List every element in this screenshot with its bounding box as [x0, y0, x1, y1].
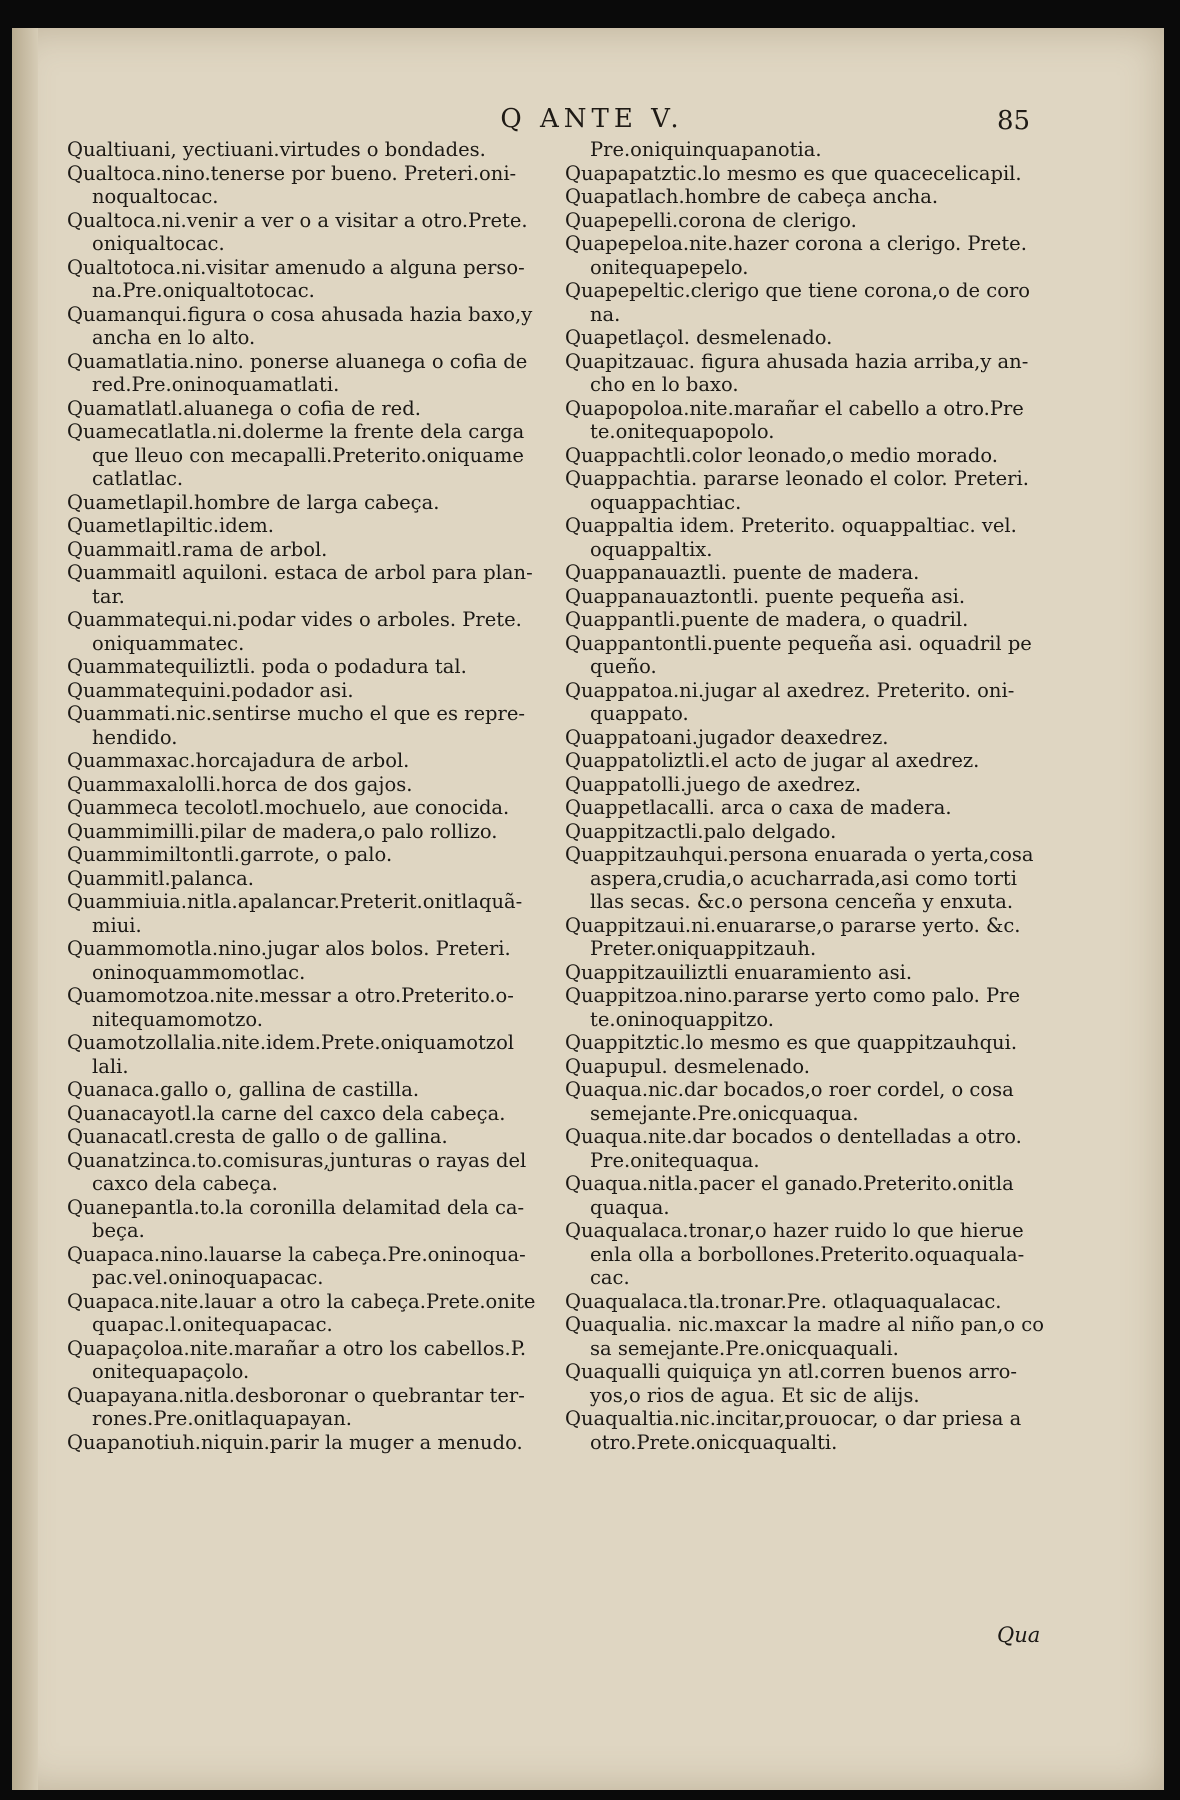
- dictionary-line: Quappatoa.ni.jugar al axedrez. Preterito. oni-: [565, 678, 1015, 702]
- dictionary-line: pac.vel.oninoquapacac.: [92, 1266, 324, 1289]
- dictionary-line: Quammeca tecolotl.mochuelo, aue conocida.: [67, 796, 510, 819]
- dictionary-line: Quaqua.nic.dar bocados,o roer cordel, o cosa: [565, 1078, 1014, 1101]
- dictionary-line: Quaqualaca.tla.tronar.Pre. otlaquaqualacac.: [565, 1289, 1002, 1313]
- dictionary-line: semejante.Pre.onicquaqua.: [590, 1101, 859, 1125]
- left-column: [67, 138, 577, 1454]
- dictionary-line: caxco dela cabeça.: [92, 1172, 278, 1195]
- dictionary-line: oniqualtocac.: [92, 232, 225, 255]
- dictionary-line: Quammaitl aquiloni. estaca de arbol para plan-: [67, 561, 533, 584]
- dictionary-line: oquappachtiac.: [590, 490, 742, 514]
- dictionary-line: Quamatlatia.nino. ponerse aluanega o cofia de: [67, 349, 528, 373]
- dictionary-line: Quappantli.puente de madera, o quadril.: [565, 608, 969, 631]
- dictionary-line: catlatlac.: [92, 467, 184, 490]
- dictionary-line: quappato.: [590, 702, 689, 725]
- dictionary-line: Quappanauaztli. puente de madera.: [565, 561, 920, 584]
- dictionary-line: Quapepeloa.nite.hazer corona a clerigo. Prete.: [565, 232, 1027, 255]
- dictionary-line: Quaqua.nitla.pacer el ganado.Preterito.onitla: [565, 1172, 1014, 1195]
- dictionary-line: Quapupul. desmelenado.: [565, 1054, 810, 1078]
- dictionary-line: beça.: [92, 1219, 145, 1242]
- dictionary-line: Quaqualli quiquiça yn atl.corren buenos arro-: [565, 1360, 1018, 1383]
- book-page: [12, 28, 1164, 1790]
- dictionary-line: cac.: [590, 1266, 630, 1289]
- dictionary-line: Quapatlach.hombre de cabeça ancha.: [565, 185, 939, 208]
- dictionary-line: Quapepeltic.clerigo que tiene corona,o de coro: [565, 279, 1031, 302]
- dictionary-line: Preter.oniquappitzauh.: [590, 937, 817, 960]
- dictionary-line: rones.Pre.onitlaquapayan.: [92, 1407, 352, 1430]
- dictionary-line: Quappatoani.jugador deaxedrez.: [565, 725, 889, 749]
- dictionary-line: Qualtiuani, yectiuani.virtudes o bondades.: [67, 138, 486, 161]
- dictionary-line: Quapitzauac. figura ahusada hazia arriba,y an-: [565, 349, 1029, 373]
- dictionary-line: lali.: [92, 1054, 129, 1078]
- dictionary-line: Quammaxac.horcajadura de arbol.: [67, 749, 410, 772]
- dictionary-line: Quanepantla.to.la coronilla delamitad dela ca-: [67, 1195, 525, 1219]
- dictionary-line: Quanacayotl.la carne del caxco dela cabeça.: [67, 1101, 506, 1125]
- dictionary-line: Quapaçoloa.nite.marañar a otro los cabellos.P.: [67, 1336, 527, 1360]
- dictionary-line: noqualtocac.: [92, 185, 219, 208]
- dictionary-line: Quappitzoa.nino.pararse yerto como palo. Pre: [565, 984, 1020, 1007]
- dictionary-line: Quapopoloa.nite.marañar el cabello a otro.Pre: [565, 396, 1024, 420]
- dictionary-line: Quammitl.palanca.: [67, 866, 254, 890]
- dictionary-line: Quapayana.nitla.desboronar o quebrantar ter-: [67, 1383, 525, 1407]
- dictionary-line: yos,o rios de agua. Et sic de alijs.: [590, 1383, 920, 1407]
- dictionary-line: Qualtotoca.ni.visitar amenudo a alguna perso-: [67, 255, 525, 279]
- dictionary-line: ancha en lo alto.: [92, 326, 256, 349]
- dictionary-line: Quamatlatl.aluanega o cofia de red.: [67, 396, 421, 420]
- dictionary-line: oniquammatec.: [92, 631, 245, 655]
- dictionary-line: queño.: [590, 655, 657, 678]
- dictionary-line: Pre.oniquinquapanotia.: [590, 138, 822, 161]
- dictionary-line: Quappachtia. pararse leonado el color. Preteri.: [565, 467, 1029, 490]
- dictionary-line: Quapetlaçol. desmelenado.: [565, 326, 833, 349]
- dictionary-line: onitequapepelo.: [590, 255, 749, 279]
- dictionary-line: llas secas. &c.o persona cenceña y enxuta.: [590, 890, 1014, 913]
- dictionary-line: Quappaltia idem. Preterito. oquappaltiac. vel.: [565, 514, 1017, 537]
- dictionary-line: Quammatequiliztli. poda o podadura tal.: [67, 655, 467, 678]
- dictionary-line: red.Pre.oninoquamatlati.: [92, 373, 340, 396]
- dictionary-line: Quanaca.gallo o, gallina de castilla.: [67, 1078, 420, 1101]
- dictionary-line: Quammati.nic.sentirse mucho el que es repre-: [67, 702, 525, 725]
- dictionary-line: Quappitzauhqui.persona enuarada o yerta,cosa: [565, 843, 1034, 866]
- running-head: Q ANTE V.: [500, 104, 684, 134]
- dictionary-line: Qualtoca.ni.venir a ver o a visitar a otro.Prete.: [67, 208, 528, 232]
- dictionary-line: otro.Prete.onicquaqualti.: [590, 1430, 838, 1454]
- dictionary-line: Quamomotzoa.nite.messar a otro.Preterito.o-: [67, 984, 514, 1007]
- page-gutter: [12, 28, 38, 1790]
- dictionary-line: na.Pre.oniqualtotocac.: [92, 279, 315, 302]
- dictionary-line: quaqua.: [590, 1195, 670, 1219]
- dictionary-line: Quametlapil.hombre de larga cabeça.: [67, 490, 440, 514]
- dictionary-line: Quapapatztic.lo mesmo es que quacecelicapil.: [565, 161, 1022, 185]
- dictionary-line: Quamanqui.figura o cosa ahusada hazia baxo,y: [67, 302, 533, 326]
- dictionary-line: Quanacatl.cresta de gallo o de gallina.: [67, 1125, 448, 1148]
- dictionary-line: Quammatequini.podador asi.: [67, 678, 354, 702]
- dictionary-line: sa semejante.Pre.onicquaquali.: [590, 1336, 899, 1360]
- dictionary-line: Pre.onitequaqua.: [590, 1148, 760, 1172]
- dictionary-line: Quametlapiltic.idem.: [67, 514, 274, 537]
- dictionary-line: na.: [590, 302, 621, 326]
- dictionary-line: Qualtoca.nino.tenerse por bueno. Preteri.oni-: [67, 161, 517, 185]
- dictionary-line: Quamecatlatla.ni.dolerme la frente dela carga: [67, 420, 525, 443]
- dictionary-line: Quapanotiuh.niquin.parir la muger a menudo.: [67, 1430, 523, 1454]
- dictionary-line: Quammomotla.nino.jugar alos bolos. Preteri.: [67, 937, 511, 960]
- dictionary-line: Quanatzinca.to.comisuras,junturas o rayas del: [67, 1148, 527, 1172]
- dictionary-line: Quammimiltontli.garrote, o palo.: [67, 843, 393, 866]
- dictionary-line: Quappitzactli.palo delgado.: [565, 819, 837, 843]
- dictionary-line: quapac.l.onitequapacac.: [92, 1313, 333, 1336]
- dictionary-line: Quaqualtia.nic.incitar,prouocar, o dar priesa a: [565, 1407, 1022, 1430]
- dictionary-line: enla olla a borbollones.Preterito.oquaquala-: [590, 1242, 1025, 1266]
- dictionary-line: cho en lo baxo.: [590, 373, 739, 396]
- dictionary-line: onitequapaçolo.: [92, 1360, 250, 1383]
- dictionary-line: Quappantontli.puente pequeña asi. oquadril pe: [565, 631, 1032, 655]
- dictionary-line: Quappetlacalli. arca o caxa de madera.: [565, 796, 952, 819]
- dictionary-line: Quaqualaca.tronar,o hazer ruido lo que hierue: [565, 1219, 1024, 1242]
- dictionary-line: miui.: [92, 913, 142, 937]
- dictionary-line: Quammaxalolli.horca de dos gajos.: [67, 772, 413, 796]
- page-number: 85: [997, 106, 1031, 136]
- dictionary-line: oquappaltix.: [590, 537, 713, 561]
- dictionary-line: Quapaca.nite.lauar a otro la cabeça.Prete.onite: [67, 1289, 536, 1313]
- dictionary-line: Quaqualia. nic.maxcar la madre al niño pan,o co: [565, 1313, 1044, 1336]
- dictionary-line: Quappatolli.juego de axedrez.: [565, 772, 862, 796]
- dictionary-line: Quappachtli.color leonado,o medio morado.: [565, 443, 998, 467]
- dictionary-line: Quaqua.nite.dar bocados o dentelladas a otro.: [565, 1125, 1022, 1148]
- dictionary-line: Quammatequi.ni.podar vides o arboles. Prete.: [67, 608, 522, 631]
- dictionary-line: nitequamomotzo.: [92, 1007, 264, 1031]
- dictionary-line: Quapaca.nino.lauarse la cabeça.Pre.oninoqua-: [67, 1242, 526, 1266]
- dictionary-line: Quappanauaztontli. puente pequeña asi.: [565, 584, 966, 608]
- dictionary-line: Quammiuia.nitla.apalancar.Preterit.onitlaquã-: [67, 890, 523, 913]
- dictionary-line: Quappitzaui.ni.enuararse,o pararse yerto. &c.: [565, 913, 1021, 937]
- dictionary-line: aspera,crudia,o acucharrada,asi como torti: [590, 866, 1018, 890]
- dictionary-line: Quapepelli.corona de clerigo.: [565, 208, 857, 232]
- dictionary-line: oninoquammomotlac.: [92, 960, 306, 984]
- dictionary-line: te.onitequapopolo.: [590, 420, 775, 443]
- dictionary-line: Quamotzollalia.nite.idem.Prete.oniquamotzol: [67, 1031, 515, 1054]
- right-column: [565, 138, 1065, 1454]
- dictionary-line: que lleuo con mecapalli.Preterito.oniquame: [92, 443, 524, 467]
- catchword: Qua: [997, 1623, 1041, 1647]
- dictionary-line: Quammimilli.pilar de madera,o palo rollizo.: [67, 819, 498, 843]
- dictionary-line: hendido.: [92, 725, 178, 749]
- dictionary-line: Quammaitl.rama de arbol.: [67, 537, 328, 561]
- dictionary-line: Quappatoliztli.el acto de jugar al axedrez.: [565, 749, 980, 772]
- dictionary-line: Quappitztic.lo mesmo es que quappitzauhqui.: [565, 1031, 1018, 1054]
- dictionary-line: tar.: [92, 584, 125, 608]
- dictionary-line: te.oninoquappitzo.: [590, 1007, 774, 1031]
- dictionary-line: Quappitzauiliztli enuaramiento asi.: [565, 960, 913, 984]
